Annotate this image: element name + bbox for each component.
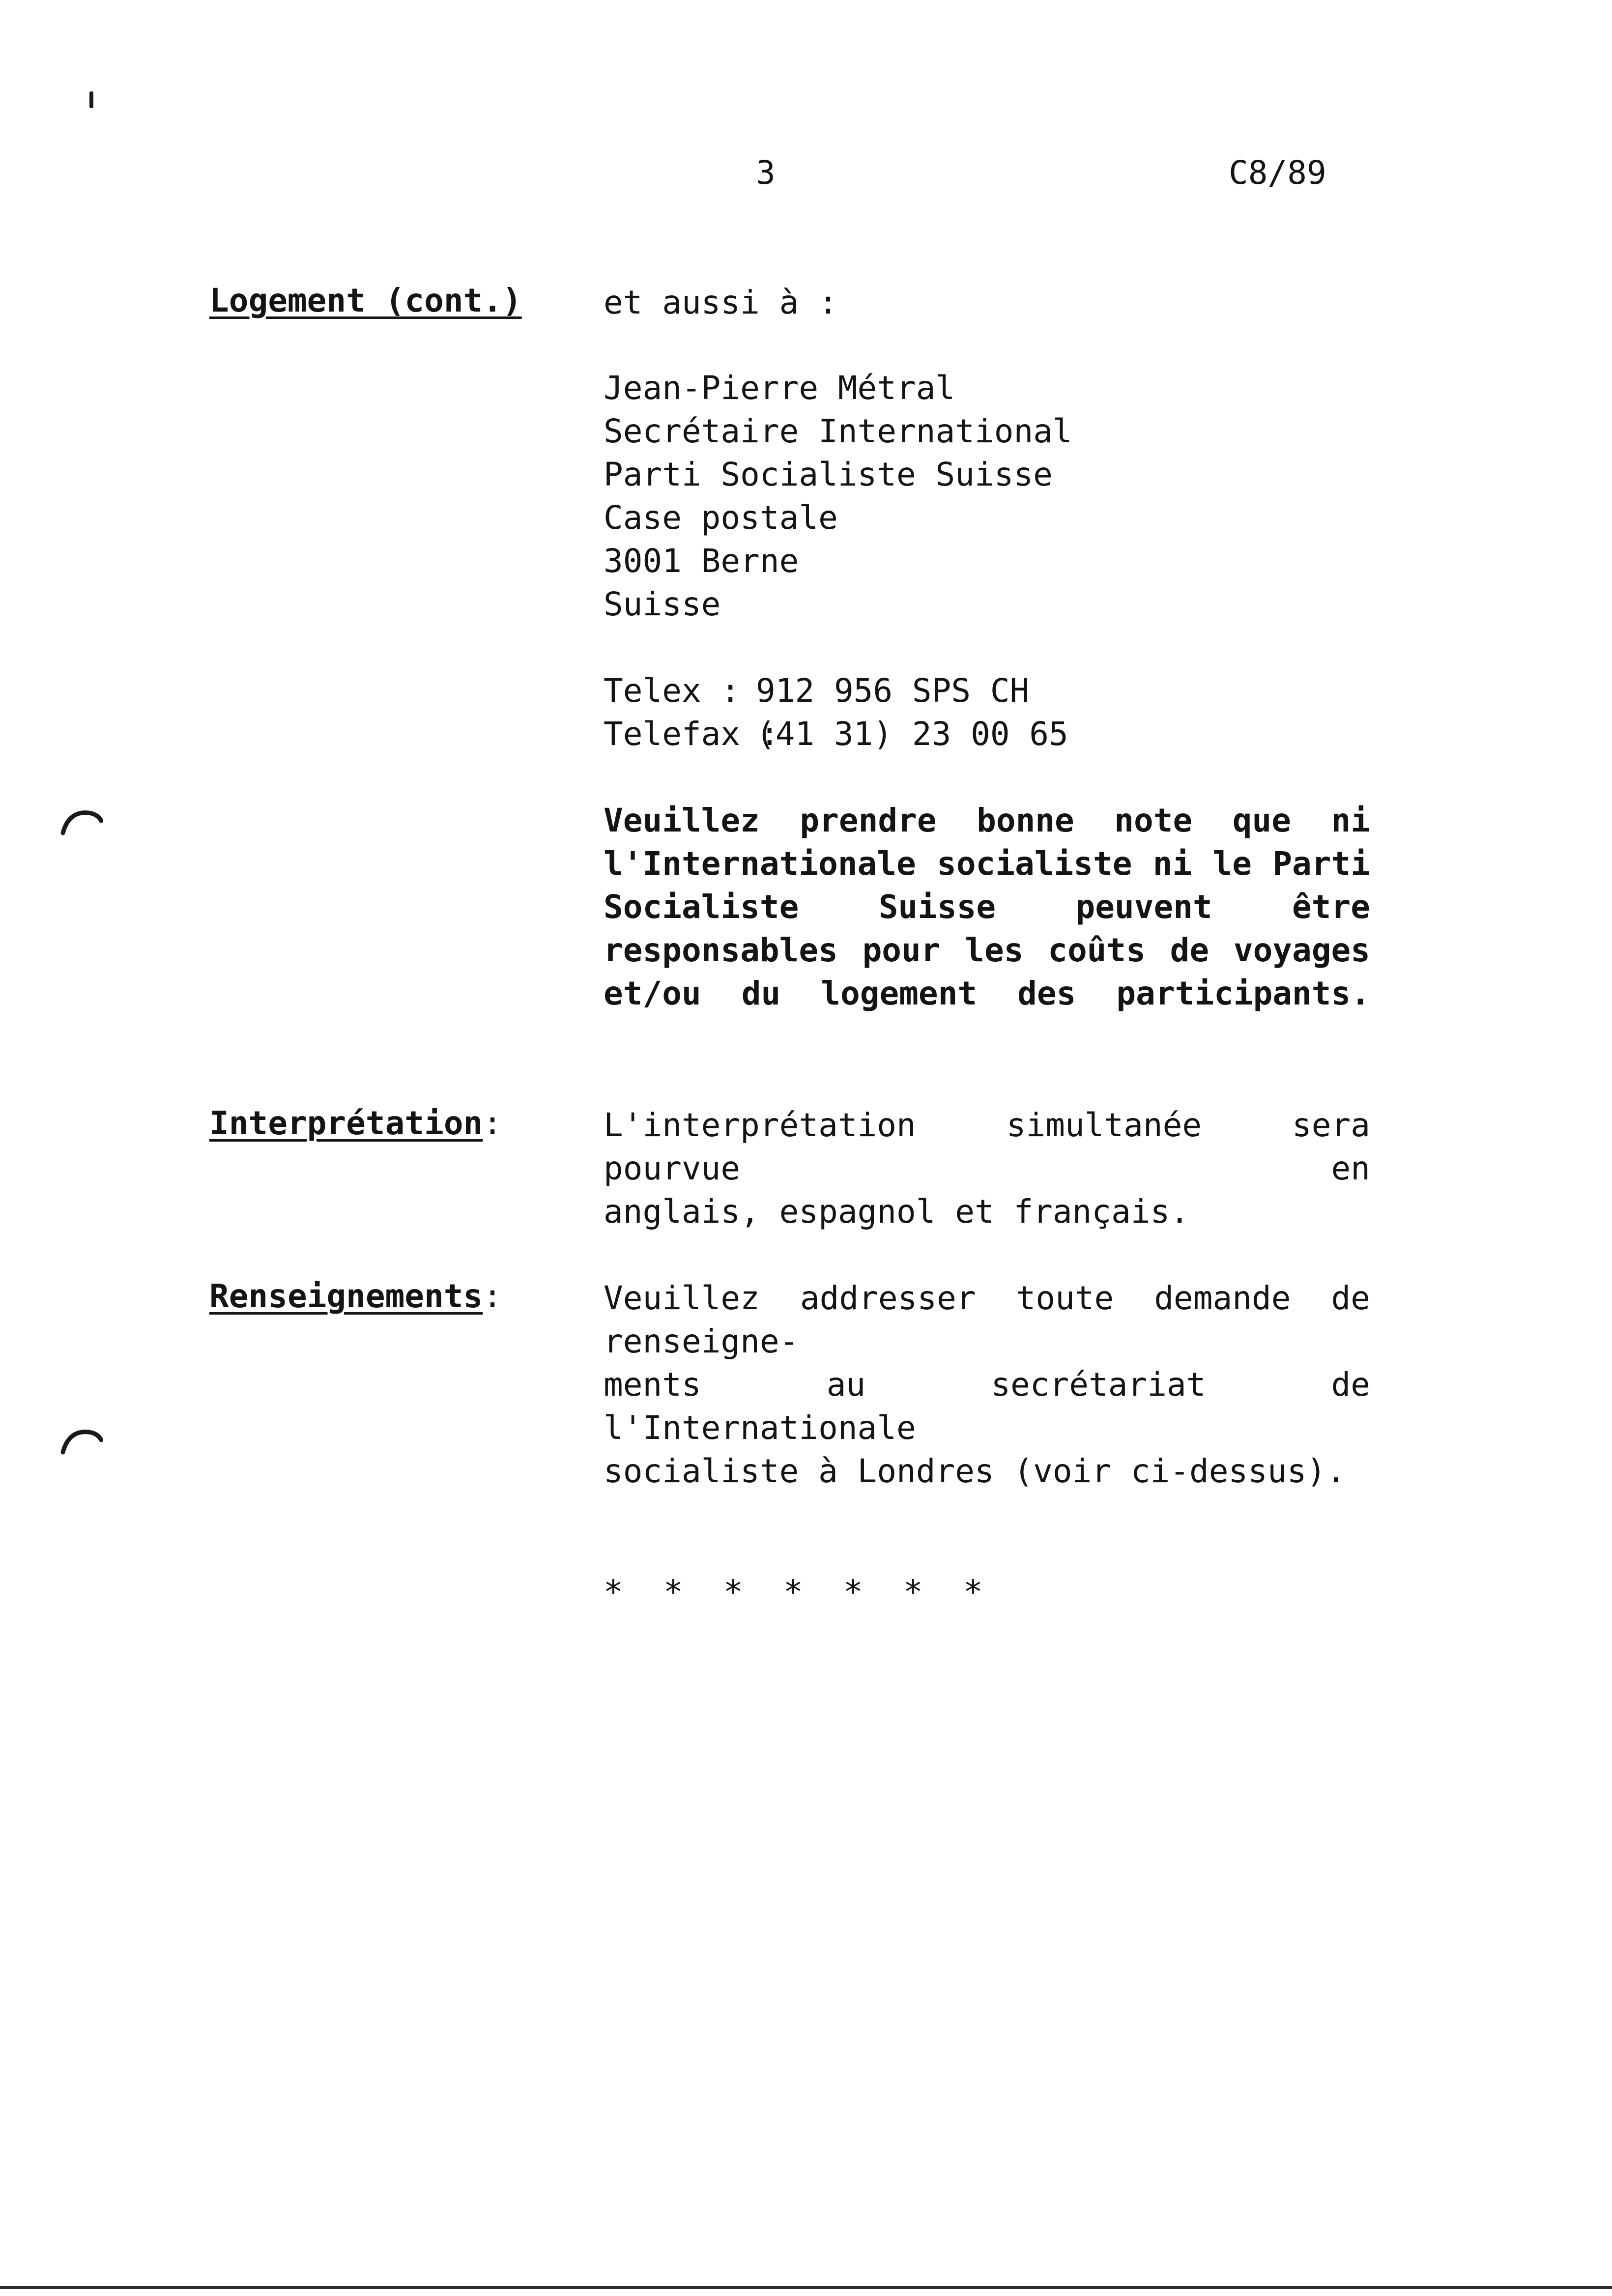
renseignements-label-colon: : [483, 1277, 503, 1315]
margin-hole-mark-top [59, 806, 103, 835]
logement-intro-text: et aussi à : [604, 284, 838, 321]
star-separator: * [604, 1573, 623, 1611]
scan-bottom-edge [0, 2286, 1612, 2289]
contact-row-telex [604, 669, 1370, 713]
address-block [604, 367, 1370, 626]
address-line: Suisse [604, 585, 721, 623]
address-line: Case postale [604, 499, 838, 537]
logement-label-text: Logement (cont.) [209, 282, 522, 319]
contact-key: Telefax : [604, 715, 779, 753]
interpretation-text [604, 1104, 1370, 1234]
renseignements-line: socialiste à Londres (voir ci-dessus). [604, 1452, 1346, 1490]
contact-block [604, 669, 1370, 756]
section-label-renseignements [209, 1277, 502, 1316]
star-separator: * [663, 1573, 683, 1611]
end-stars [604, 1573, 1023, 1612]
contact-value: 912 956 SPS CH [756, 672, 1030, 710]
contact-value: (41 31) 23 00 65 [756, 715, 1068, 753]
star-separator: * [783, 1573, 803, 1611]
document-reference: C8/89 [1229, 154, 1326, 192]
contact-key: Telex : [604, 672, 741, 710]
margin-dot-mark [89, 91, 93, 108]
address-line: Secrétaire International [604, 412, 1072, 450]
section-label-interpretation [209, 1104, 502, 1143]
address-line: Jean-Pierre Métral [604, 369, 955, 407]
star-separator: * [723, 1573, 743, 1611]
logement-intro [604, 281, 1370, 324]
interpretation-line: L'interprétation simultanée sera pourvue en [604, 1106, 1370, 1187]
renseignements-line: Veuillez addresser toute demande de renseigne- [604, 1279, 1370, 1360]
interpretation-line: anglais, espagnol et français. [604, 1193, 1190, 1231]
notice-line: l'Internationale socialiste ni le Parti [604, 845, 1370, 883]
contact-row-telefax [604, 713, 1370, 756]
star-separator: * [843, 1573, 863, 1611]
notice-line: Veuillez prendre bonne note que ni [604, 802, 1370, 839]
notice-line: responsables pour les coûts de voyages [604, 931, 1370, 969]
address-line: Parti Socialiste Suisse [604, 456, 1053, 493]
notice-block [604, 799, 1370, 1015]
interpretation-label-text: Interprétation [209, 1104, 483, 1142]
margin-hole-mark-bottom [59, 1425, 103, 1455]
renseignements-line: ments au secrétariat de l'Internationale [604, 1366, 1370, 1447]
address-line: 3001 Berne [604, 542, 799, 580]
page-number: 3 [756, 154, 776, 192]
renseignements-text [604, 1277, 1370, 1493]
renseignements-label-text: Renseignements [209, 1277, 483, 1315]
notice-line: et/ou du logement des participants. [604, 975, 1370, 1012]
interpretation-label-colon: : [483, 1104, 503, 1142]
section-label-logement [209, 281, 522, 320]
star-separator: * [963, 1573, 983, 1611]
notice-line: Socialiste Suisse peuvent être [604, 888, 1370, 926]
star-separator: * [903, 1573, 923, 1611]
